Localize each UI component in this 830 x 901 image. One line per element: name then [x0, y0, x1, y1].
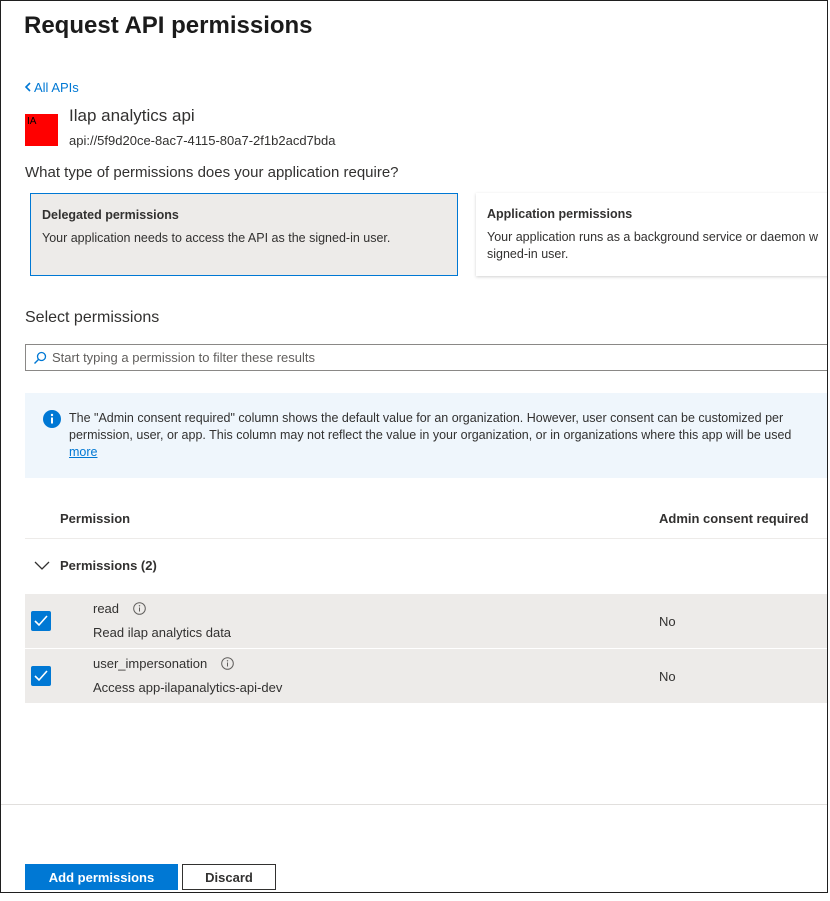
application-permissions-card[interactable] [476, 193, 828, 276]
info-text-line2: permission, user, or app. This column may not reflect the value in your organization, or in organizations where this app will be used [69, 428, 792, 442]
all-apis-label: All APIs [34, 80, 79, 95]
permission-search-input[interactable] [52, 347, 812, 367]
delegated-permissions-title: Delegated permissions [42, 208, 179, 222]
application-permissions-description-line1: Your application runs as a background service or daemon w [487, 230, 818, 244]
permission-name-label: user_impersonation [93, 656, 208, 671]
permissions-group-label: Permissions (2) [60, 558, 157, 573]
column-header-permission[interactable]: Permission [60, 511, 131, 526]
add-permissions-button[interactable]: Add permissions [25, 864, 178, 890]
admin-consent-value: No [659, 669, 676, 684]
all-apis-link[interactable] [24, 80, 79, 95]
permission-checkbox-read[interactable] [31, 611, 51, 631]
permission-description: Access app-ilapanalytics-api-dev [93, 680, 283, 695]
api-icon [25, 114, 58, 146]
info-circle-icon[interactable] [133, 602, 146, 618]
permission-type-question: What type of permissions does your application require? [25, 164, 399, 181]
page-title: Request API permissions [24, 12, 313, 39]
info-icon [43, 410, 61, 428]
table-row [25, 594, 828, 648]
permission-name [93, 601, 146, 618]
permission-name-label: read [93, 601, 120, 616]
checkmark-icon [34, 670, 48, 682]
column-header-admin-consent[interactable]: Admin consent required [659, 511, 809, 526]
learn-more-link[interactable]: more [69, 445, 98, 459]
application-permissions-title: Application permissions [487, 207, 633, 221]
delegated-permissions-description: Your application needs to access the API as the signed-in user. [42, 231, 391, 245]
api-name: Ilap analytics api [69, 106, 195, 125]
checkmark-icon [34, 615, 48, 627]
application-permissions-description [487, 229, 818, 263]
table-row [25, 649, 828, 703]
permission-search-box[interactable] [25, 344, 828, 371]
permission-checkbox-user-impersonation[interactable] [31, 666, 51, 686]
panel-border [827, 0, 828, 893]
search-icon [33, 351, 47, 365]
chevron-down-icon [34, 561, 50, 571]
info-text-line1: The "Admin consent required" column shows the default value for an organization. However, user consent can be customized per [69, 411, 784, 425]
info-text [69, 410, 791, 461]
delegated-permissions-card[interactable] [30, 193, 458, 276]
api-icon-text: IA [27, 116, 37, 127]
discard-button[interactable]: Discard [182, 864, 276, 890]
chevron-left-icon [24, 80, 31, 95]
admin-consent-value: No [659, 614, 676, 629]
permission-description: Read ilap analytics data [93, 625, 232, 640]
application-permissions-description-line2: signed-in user. [487, 247, 569, 261]
table-header-divider [25, 538, 828, 539]
footer-divider [1, 804, 828, 805]
info-circle-icon[interactable] [221, 657, 234, 673]
permission-name [93, 656, 234, 673]
admin-consent-info-banner [25, 393, 828, 478]
api-id: api://5f9d20ce-8ac7-4115-80a7-2f1b2acd7bda [69, 133, 336, 148]
select-permissions-heading: Select permissions [25, 309, 160, 326]
